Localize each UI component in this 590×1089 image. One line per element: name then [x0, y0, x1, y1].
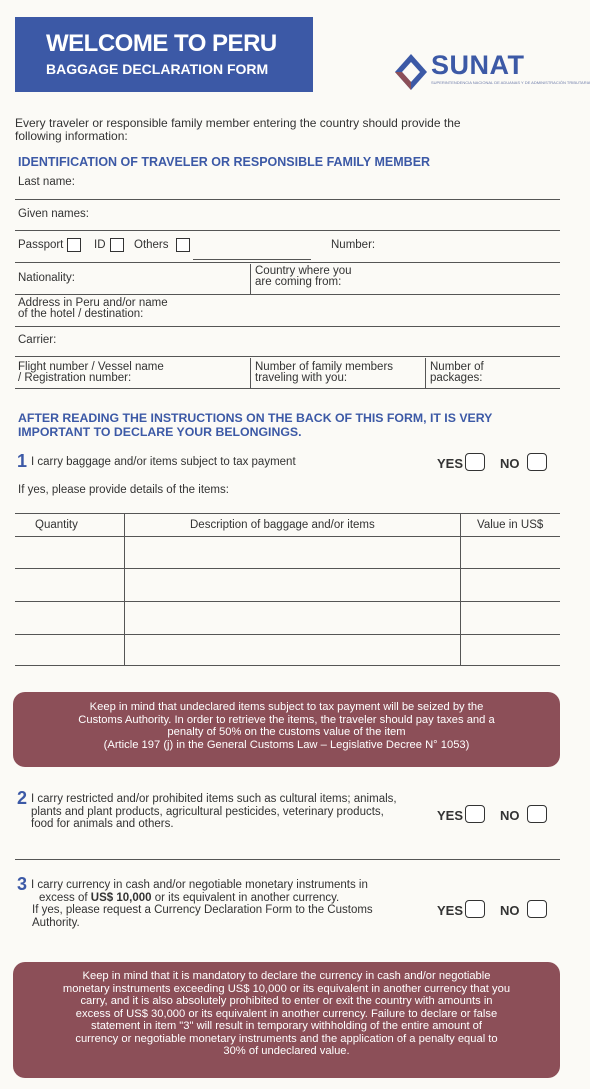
- table-header-quantity: Quantity: [35, 519, 78, 531]
- number-label: Number:: [331, 239, 376, 251]
- others-checkbox[interactable]: [176, 238, 190, 252]
- item-3-number: 3: [17, 874, 28, 894]
- items-table: [15, 513, 560, 666]
- others-specify-field[interactable]: [193, 259, 311, 260]
- passport-row-divider: [15, 262, 560, 263]
- given-names-field[interactable]: [15, 230, 560, 231]
- address-label: [18, 298, 168, 320]
- item-2-yes-label: YES: [437, 808, 464, 823]
- warning-box-taxes: [13, 692, 560, 767]
- item-2-yes-checkbox[interactable]: [465, 805, 485, 823]
- table-row[interactable]: [15, 635, 560, 666]
- address-line: Address in Peru and/or name: [18, 297, 168, 309]
- item-2-divider: [15, 859, 560, 860]
- table-top-border: [15, 513, 560, 514]
- packages-line: packages:: [430, 372, 483, 384]
- id-checkbox[interactable]: [110, 238, 124, 252]
- id-label: ID: [94, 239, 106, 251]
- item-1-details-prompt: If yes, please provide details of the items:: [18, 484, 229, 496]
- item-2-no-checkbox[interactable]: [527, 805, 547, 823]
- warning-box-currency: [13, 962, 560, 1078]
- item-1-text: I carry baggage and/or items subject to tax payment: [31, 456, 296, 468]
- country-from-line: Country where you: [255, 265, 352, 277]
- packages-label: [430, 362, 484, 384]
- given-names-label: Given names:: [18, 208, 89, 220]
- nationality-divider: [250, 264, 251, 294]
- item-3-line: I carry currency in cash and/or negotiable monetary instruments in: [31, 879, 368, 891]
- item-2-line: I carry restricted and/or prohibited items such as cultural items; animals,: [31, 793, 397, 805]
- family-line: traveling with you:: [255, 372, 348, 384]
- country-from-line: are coming from:: [255, 276, 342, 288]
- warning-line: penalty of 50% on the customs value of the item: [167, 726, 406, 738]
- item-2-line: food for animals and others.: [31, 818, 174, 830]
- flight-line: / Registration number:: [18, 372, 132, 384]
- nationality-label: Nationality:: [18, 272, 75, 284]
- logo-subtitle: SUPERINTENDENCIA NACIONAL DE ADUANAS Y DE ADMINISTRACIÓN TRIBUTARIA: [431, 80, 590, 85]
- family-divider: [425, 358, 426, 388]
- item-3-yes-label: YES: [437, 903, 464, 918]
- item-3-line: Authority.: [32, 916, 80, 929]
- item-2-number: 2: [17, 788, 28, 808]
- intro-line: Every traveler or responsible family member entering the country should provide the: [15, 116, 461, 130]
- warning-line: Customs Authority. In order to retrieve the items, the traveler should pay taxes and a: [78, 713, 495, 726]
- item-1-no-checkbox[interactable]: [527, 453, 547, 471]
- table-header-value: Value in US$: [477, 519, 544, 531]
- table-row[interactable]: [15, 569, 560, 600]
- nationality-field[interactable]: [15, 294, 560, 295]
- table-bottom-border: [15, 665, 560, 666]
- last-name-field[interactable]: [15, 199, 560, 200]
- item-3-line: If yes, please request a Currency Declaration Form to the Customs: [32, 904, 373, 916]
- instructions-heading: [18, 411, 492, 439]
- item-3-text-part: excess of: [39, 891, 91, 904]
- packages-line: Number of: [430, 361, 484, 373]
- logo-name: SUNAT: [431, 50, 525, 80]
- flight-divider: [250, 358, 251, 388]
- item-2-no-label: NO: [500, 808, 520, 823]
- warning-line: carry, and it is also absolutely prohibited to enter or exit the country with amounts in: [80, 995, 493, 1007]
- passport-checkbox[interactable]: [67, 238, 81, 252]
- warning-line: statement in item "3" will result in temporary withholding of the entire amount of: [91, 1020, 482, 1032]
- others-label: Others: [134, 239, 169, 251]
- warning-line: (Article 197 (j) in the General Customs Law – Legislative Decree N° 1053): [103, 738, 470, 751]
- warning-line: Keep in mind that undeclared items subject to tax payment will be seized by the: [89, 701, 484, 713]
- country-from-label: [255, 266, 352, 288]
- form-subtitle: BAGGAGE DECLARATION FORM: [46, 61, 269, 77]
- sunat-diamond-logo-icon: [393, 52, 429, 92]
- item-1-yes-label: YES: [437, 456, 464, 471]
- warning-line: excess of US$ 30,000 or its equivalent in another currency. Failure to declare or false: [75, 1007, 498, 1020]
- warning-line: monetary instruments exceeding US$ 10,000 or its equivalent in another currency that you: [62, 982, 511, 995]
- item-3-no-checkbox[interactable]: [527, 900, 547, 918]
- flight-number-label: [18, 362, 164, 384]
- warning-line: Keep in mind that it is mandatory to declare the currency in cash and/or negotiable: [82, 970, 491, 982]
- item-3-yes-checkbox[interactable]: [465, 900, 485, 918]
- form-title: WELCOME TO PERU: [46, 30, 277, 57]
- table-row[interactable]: [15, 602, 560, 633]
- item-3-line: [31, 892, 373, 905]
- item-3-threshold: US$ 10,000: [90, 891, 152, 904]
- identification-heading: IDENTIFICATION OF TRAVELER OR RESPONSIBLE FAMILY MEMBER: [18, 155, 431, 169]
- warning-line: currency or negotiable monetary instruments and the application of a penalty equal to: [75, 1032, 498, 1045]
- item-2-line: plants and plant products, agricultural pesticides, veterinary products,: [31, 805, 384, 818]
- item-1-yes-checkbox[interactable]: [465, 453, 485, 471]
- flight-line: Flight number / Vessel name: [18, 361, 164, 373]
- table-row[interactable]: [15, 537, 560, 568]
- item-3-text-part: or its equivalent in another currency.: [151, 891, 340, 904]
- carrier-field[interactable]: [15, 356, 560, 357]
- intro-line: following information:: [15, 128, 128, 143]
- item-3-text: [31, 879, 373, 929]
- item-1-number: 1: [17, 451, 28, 471]
- flight-row-field[interactable]: [15, 388, 560, 389]
- sunat-logo: [393, 50, 590, 95]
- table-header-description: Description of baggage and/or items: [190, 519, 375, 531]
- passport-label: Passport: [18, 239, 64, 251]
- carrier-label: Carrier:: [18, 334, 57, 346]
- address-field[interactable]: [15, 326, 560, 327]
- item-3-no-label: NO: [500, 903, 520, 918]
- warning-line: 30% of undeclared value.: [223, 1045, 350, 1057]
- family-members-label: [255, 362, 393, 384]
- last-name-label: Last name:: [18, 176, 75, 188]
- item-2-text: [31, 793, 397, 831]
- family-line: Number of family members: [255, 361, 394, 373]
- instructions-line: IMPORTANT TO DECLARE YOUR BELONGINGS.: [18, 425, 302, 439]
- instructions-line: AFTER READING THE INSTRUCTIONS ON THE BACK OF THIS FORM, IT IS VERY: [18, 411, 493, 425]
- header-banner: [15, 17, 313, 92]
- address-line: of the hotel / destination:: [18, 308, 144, 320]
- intro-text: [15, 117, 535, 142]
- item-1-no-label: NO: [500, 456, 520, 471]
